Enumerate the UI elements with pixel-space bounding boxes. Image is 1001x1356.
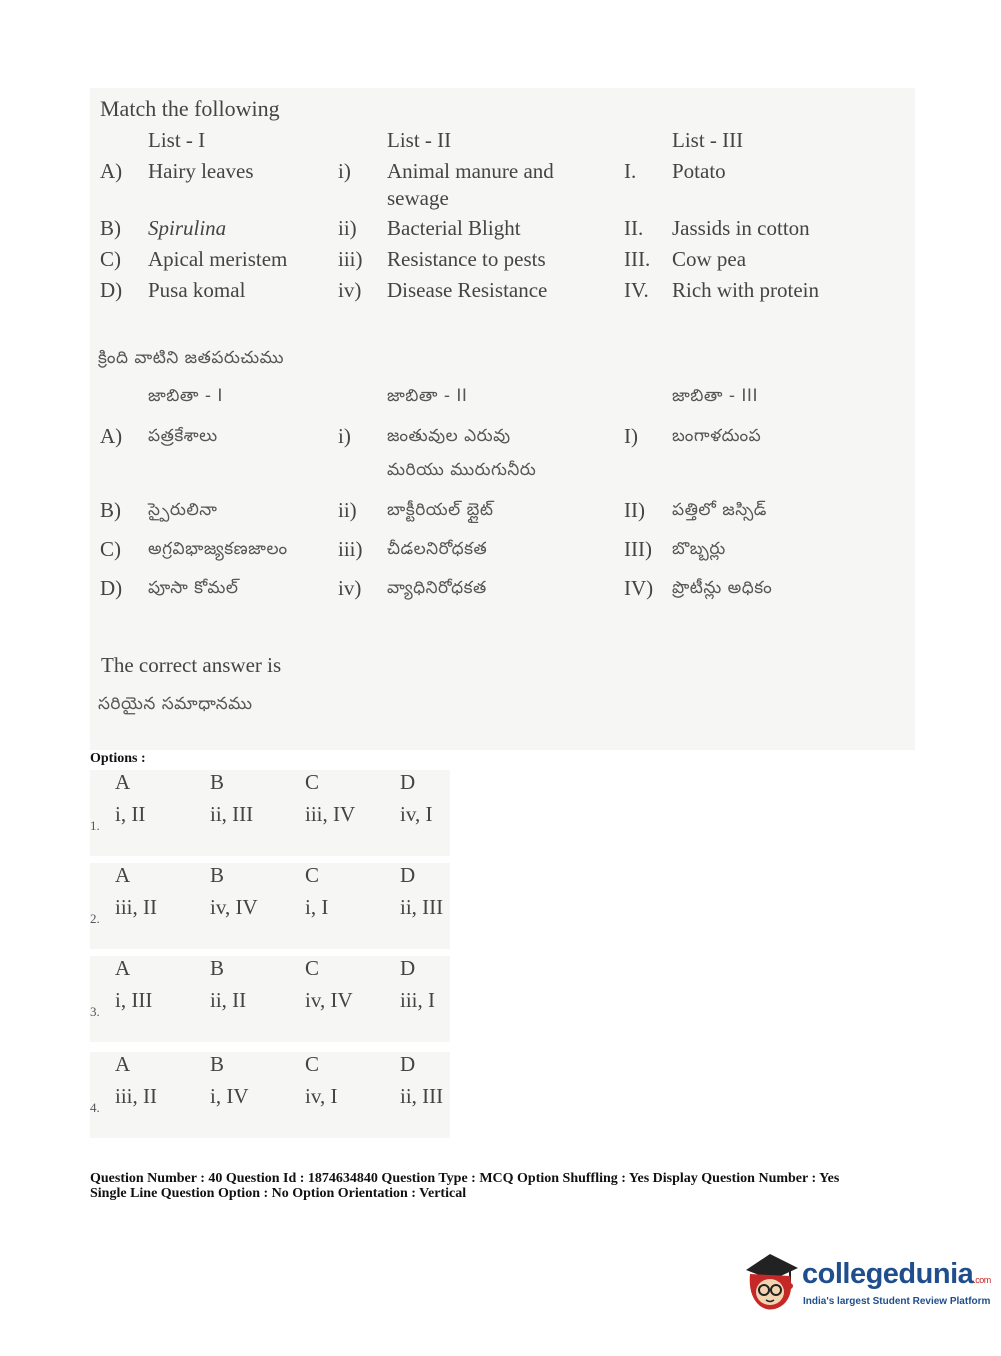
row-key: C) <box>100 537 121 561</box>
list3-key: II. <box>624 216 644 240</box>
list2-item-te: బాక్టీరియల్ బ్లైట్ <box>387 500 494 520</box>
option-column-header: C <box>305 863 320 887</box>
logo-suffix: .com <box>973 1275 991 1285</box>
list1-header-en: List - I <box>148 128 206 152</box>
list1-item: Apical meristem <box>148 247 288 271</box>
option-value: ii, III <box>210 802 254 826</box>
row-key: B) <box>100 498 121 522</box>
list2-item-te: జంతువుల ఎరువు <box>387 426 511 446</box>
list3-item: Rich with protein <box>672 278 819 302</box>
list2-item: Animal manure and <box>387 159 554 183</box>
list3-key: I. <box>624 159 637 183</box>
list2-key: ii) <box>338 216 357 240</box>
option-value: i, I <box>305 895 329 919</box>
option-value: i, III <box>115 988 153 1012</box>
logo-tagline: India's largest Student Review Platform <box>803 1296 991 1307</box>
list1-item-te: పత్రకేశాలు <box>148 426 218 446</box>
list3-key: I) <box>624 424 638 448</box>
answer-prompt-te: సరియైన సమాధానము <box>98 694 253 714</box>
list3-key: IV. <box>624 278 649 302</box>
option-value: iv, IV <box>210 895 258 919</box>
option-number[interactable]: 1. <box>90 818 100 833</box>
option-value: ii, III <box>400 895 444 919</box>
option-number[interactable]: 4. <box>90 1100 100 1115</box>
option-column-header: A <box>115 1052 131 1076</box>
list3-item-te: పత్తిలో జస్సిడ్ <box>672 500 767 520</box>
list3-item: Jassids in cotton <box>672 216 810 240</box>
row-key: D) <box>100 278 123 302</box>
list1-item-te: పూసా కోమల్ <box>148 578 239 598</box>
option-value: iii, II <box>115 895 157 919</box>
collegedunia-logo <box>740 1248 991 1320</box>
option-column-header: D <box>400 956 416 980</box>
list2-key: iii) <box>338 247 363 271</box>
list1-item: Pusa komal <box>148 278 246 302</box>
option-column-header: B <box>210 1052 225 1076</box>
list3-item-te: బంగాళదుంప <box>672 426 762 446</box>
list1-item: Hairy leaves <box>148 159 254 183</box>
list1-header-te: జాబితా - I <box>148 386 223 406</box>
question-meta-line1: Question Number : 40 Question Id : 1874634840 Question Type : MCQ Option Shuffling : Yes Display Question Number : Yes <box>90 1171 840 1186</box>
list2-item-te: వ్యాధినిరోధకత <box>387 578 487 598</box>
list2-key: iv) <box>338 278 362 302</box>
option-column-header: A <box>115 770 131 794</box>
list2-item: Resistance to pests <box>387 247 546 271</box>
mascot-icon <box>740 1248 802 1318</box>
list2-header-te: జాబితా - II <box>387 386 468 406</box>
option-value: iv, IV <box>305 988 353 1012</box>
option-value: iii, I <box>400 988 435 1012</box>
question-scan <box>90 88 915 750</box>
option-value: i, II <box>115 802 146 826</box>
option-number[interactable]: 3. <box>90 1004 100 1019</box>
option-column-header: A <box>115 863 131 887</box>
option-column-header: D <box>400 770 416 794</box>
list3-item: Cow pea <box>672 247 747 271</box>
list2-item-te: చీడలనిరోధకత <box>387 539 488 559</box>
list2-key: iii) <box>338 537 363 561</box>
list3-header-en: List - III <box>672 128 744 152</box>
list2-key: ii) <box>338 498 357 522</box>
option-value: ii, II <box>210 988 247 1012</box>
list2-item: Bacterial Blight <box>387 216 521 240</box>
option-column-header: B <box>210 770 225 794</box>
logo-name: collegedunia <box>802 1258 974 1290</box>
row-key: D) <box>100 576 123 600</box>
option-number[interactable]: 2. <box>90 911 100 926</box>
list3-header-te: జాబితా - III <box>672 386 758 406</box>
list1-item-te: స్పైరులినా <box>148 500 218 520</box>
list3-item-te: బొబ్బర్లు <box>672 539 726 559</box>
option-column-header: A <box>115 956 131 980</box>
row-key: C) <box>100 247 121 271</box>
list2-key: iv) <box>338 576 362 600</box>
answer-prompt-en: The correct answer is <box>101 653 282 677</box>
option-column-header: C <box>305 1052 320 1076</box>
row-key: A) <box>100 159 123 183</box>
option-column-header: C <box>305 956 320 980</box>
option-value: i, IV <box>210 1084 249 1108</box>
list1-item-te: అగ్రవిభాజ్యకణజాలం <box>148 539 288 559</box>
list2-item: Disease Resistance <box>387 278 548 302</box>
list2-key: i) <box>338 159 351 183</box>
list3-key: II) <box>624 498 645 522</box>
question-meta-line2: Single Line Question Option : No Option Orientation : Vertical <box>90 1186 467 1201</box>
option-value: iv, I <box>400 802 433 826</box>
list2-header-en: List - II <box>387 128 452 152</box>
row-key: B) <box>100 216 121 240</box>
option-value: iii, II <box>115 1084 157 1108</box>
list3-key: IV) <box>624 576 654 600</box>
list1-item: Spirulina <box>148 216 227 240</box>
option-column-header: C <box>305 770 320 794</box>
option-column-header: D <box>400 863 416 887</box>
option-value: ii, III <box>400 1084 444 1108</box>
list2-item-cont: sewage <box>387 186 449 210</box>
question-heading-en: Match the following <box>100 96 280 121</box>
option-value: iii, IV <box>305 802 356 826</box>
list3-item-te: ప్రొటీన్లు అధికం <box>672 578 773 598</box>
option-column-header: B <box>210 863 225 887</box>
list3-key: III) <box>624 537 652 561</box>
list3-key: III. <box>624 247 651 271</box>
options-label: Options : <box>90 751 146 766</box>
list2-key: i) <box>338 424 351 448</box>
row-key: A) <box>100 424 123 448</box>
list3-item: Potato <box>672 159 726 183</box>
option-column-header: B <box>210 956 225 980</box>
question-heading-te: క్రింది వాటిని జతపరుచుము <box>98 348 285 368</box>
option-value: iv, I <box>305 1084 338 1108</box>
option-column-header: D <box>400 1052 416 1076</box>
list2-item-te-cont: మరియు మురుగునీరు <box>387 460 537 480</box>
